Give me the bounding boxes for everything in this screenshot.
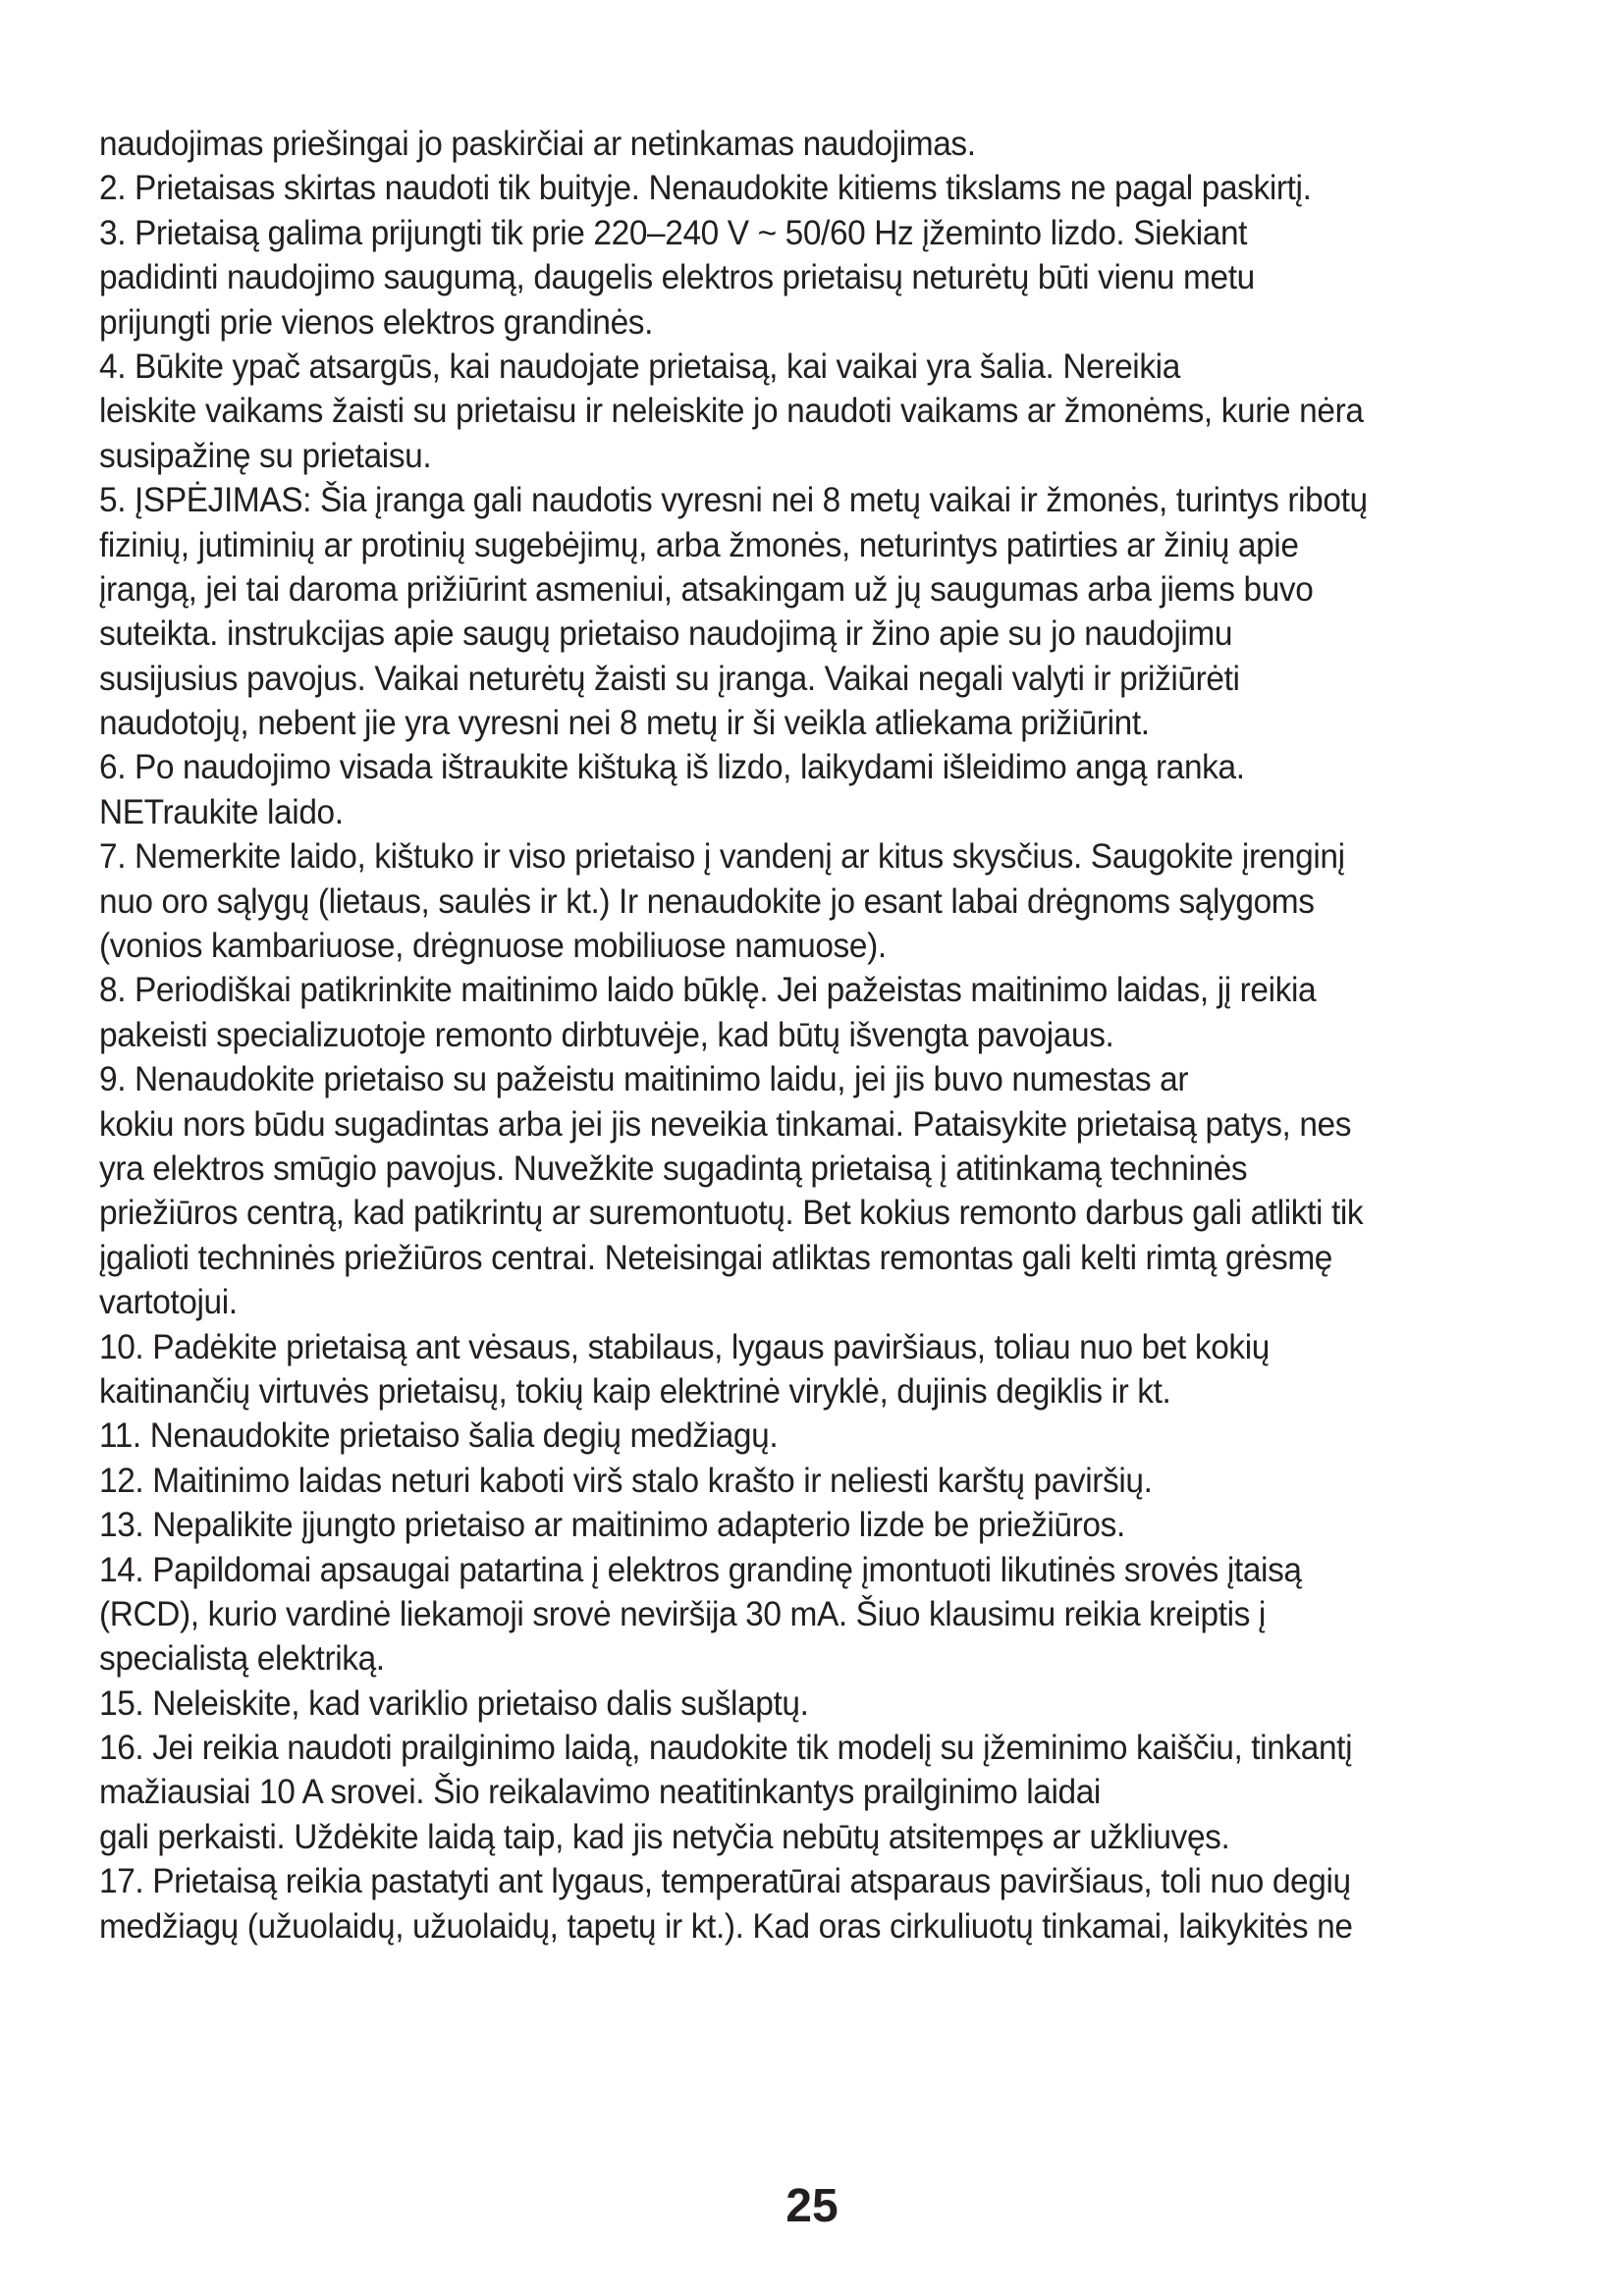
text-line: medžiagų (užuolaidų, užuolaidų, tapetų ir kt.). Kad oras cirkuliuotų tinkamai, laikykitės ne	[99, 1906, 1353, 1946]
text-line: 9. Nenaudokite prietaiso su pažeistu maitinimo laidu, jei jis buvo numestas ar	[99, 1060, 1189, 1099]
text-line: mažiausiai 10 A srovei. Šio reikalavimo neatitinkantys prailginimo laidai	[99, 1773, 1101, 1812]
text-line: prijungti prie vienos elektros grandinės.	[99, 302, 654, 342]
text-line: yra elektros smūgio pavojus. Nuvežkite sugadintą prietaisą į atitinkamą techninės	[99, 1148, 1248, 1188]
text-line: įgalioti techninės priežiūros centrai. Neteisingai atliktas remontas gali kelti rimtą grėsmę	[99, 1238, 1333, 1277]
text-line: priežiūros centrą, kad patikrintų ar suremontuotų. Bet kokius remonto darbus gali atlikti tik	[99, 1194, 1364, 1233]
text-line: pakeisti specializuotoje remonto dirbtuvėje, kad būtų išvengta pavojaus.	[99, 1015, 1114, 1054]
text-line: gali perkaisti. Uždėkite laidą taip, kad jis netyčia nebūtų atsitempęs ar užkliuvęs.	[99, 1817, 1230, 1856]
safety-instructions-text	[99, 122, 1468, 1949]
text-line: specialistą elektriką.	[99, 1639, 385, 1679]
text-line: NETraukite laido.	[99, 792, 344, 831]
text-line: naudojimas priešingai jo paskirčiai ar netinkamas naudojimas.	[99, 125, 976, 163]
text-line: (RCD), kurio vardinė liekamoji srovė neviršija 30 mA. Šiuo klausimu reikia kreiptis į	[99, 1594, 1266, 1633]
text-line: fizinių, jutiminių ar protinių sugebėjimų, arba žmonės, neturintys patirties ar žinių apie	[99, 525, 1299, 564]
text-line: 5. ĮSPĖJIMAS: Šia įranga gali naudotis vyresni nei 8 metų vaikai ir žmonės, turintys ribotų	[99, 481, 1368, 520]
text-line: 17. Prietaisą reikia pastatyti ant lygaus, temperatūrai atsparaus paviršiaus, toli nuo degių	[99, 1862, 1351, 1901]
text-line: 10. Padėkite prietaisą ant vėsaus, stabilaus, lygaus paviršiaus, toliau nuo bet kokių	[99, 1327, 1270, 1366]
text-line: padidinti naudojimo saugumą, daugelis elektros prietaisų neturėtų būti vienu metu	[99, 258, 1255, 297]
text-line: įrangą, jei tai daroma prižiūrint asmeniui, atsakingam už jų saugumas arba jiems buvo	[99, 569, 1314, 609]
text-line: kaitinančių virtuvės prietaisų, tokių kaip elektrinė viryklė, dujinis degiklis ir kt.	[99, 1371, 1171, 1411]
text-line: 8. Periodiškai patikrinkite maitinimo laido būklę. Jei pažeistas maitinimo laidas, jį reikia	[99, 971, 1317, 1010]
text-line: 6. Po naudojimo visada ištraukite kištuką iš lizdo, laikydami išleidimo angą ranka.	[99, 748, 1245, 787]
text-line: 7. Nemerkite laido, kištuko ir viso prietaiso į vandenį ar kitus skysčius. Saugokite įrenginį	[99, 837, 1345, 877]
text-line: susipažinę su prietaisu.	[99, 436, 432, 475]
text-line: vartotojui.	[99, 1283, 238, 1322]
text-line: 2. Prietaisas skirtas naudoti tik buityje. Nenaudokite kitiems tikslams ne pagal paskirtį.	[99, 169, 1312, 208]
text-line: 16. Jei reikia naudoti prailginimo laidą, naudokite tik modelį su įžeminimo kaiščiu, tinkantį	[99, 1729, 1353, 1768]
text-line: 13. Nepalikite įjungto prietaiso ar maitinimo adapterio lizde be priežiūros.	[99, 1506, 1125, 1545]
text-line: kokiu nors būdu sugadintas arba jei jis neveikia tinkamai. Pataisykite prietaisą patys, nes	[99, 1104, 1352, 1144]
text-line: 3. Prietaisą galima prijungti tik prie 220–240 V ~ 50/60 Hz įžeminto lizdo. Siekiant	[99, 213, 1248, 252]
text-line: 11. Nenaudokite prietaiso šalia degių medžiagų.	[99, 1416, 779, 1456]
text-line: 4. Būkite ypač atsargūs, kai naudojate prietaisą, kai vaikai yra šalia. Nereikia	[99, 347, 1180, 386]
text-line: (vonios kambariuose, drėgnuose mobiliuose namuose).	[99, 927, 887, 966]
text-line: susijusius pavojus. Vaikai neturėtų žaisti su įranga. Vaikai negali valyti ir prižiūrėti	[99, 659, 1240, 698]
text-line: 15. Neleiskite, kad variklio prietaiso dalis sušlaptų.	[99, 1683, 809, 1723]
text-line: suteikta. instrukcijas apie saugų prietaiso naudojimą ir žino apie su jo naudojimu	[99, 614, 1233, 654]
text-line: leiskite vaikams žaisti su prietaisu ir neleiskite jo naudoti vaikams ar žmonėms, kurie nėra	[99, 392, 1364, 431]
text-line: 14. Papildomai apsaugai patartina į elektros grandinę įmontuoti likutinės srovės įtaisą	[99, 1550, 1302, 1589]
page-number: 25	[785, 2180, 839, 2232]
text-line: 12. Maitinimo laidas neturi kaboti virš stalo krašto ir neliesti karštų paviršių.	[99, 1461, 1153, 1500]
text-line: naudotojų, nebent jie yra vyresni nei 8 metų ir ši veikla atliekama prižiūrint.	[99, 704, 1150, 743]
text-line: nuo oro sąlygų (lietaus, saulės ir kt.) Ir nenaudokite jo esant labai drėgnoms sąlygoms	[99, 881, 1315, 921]
